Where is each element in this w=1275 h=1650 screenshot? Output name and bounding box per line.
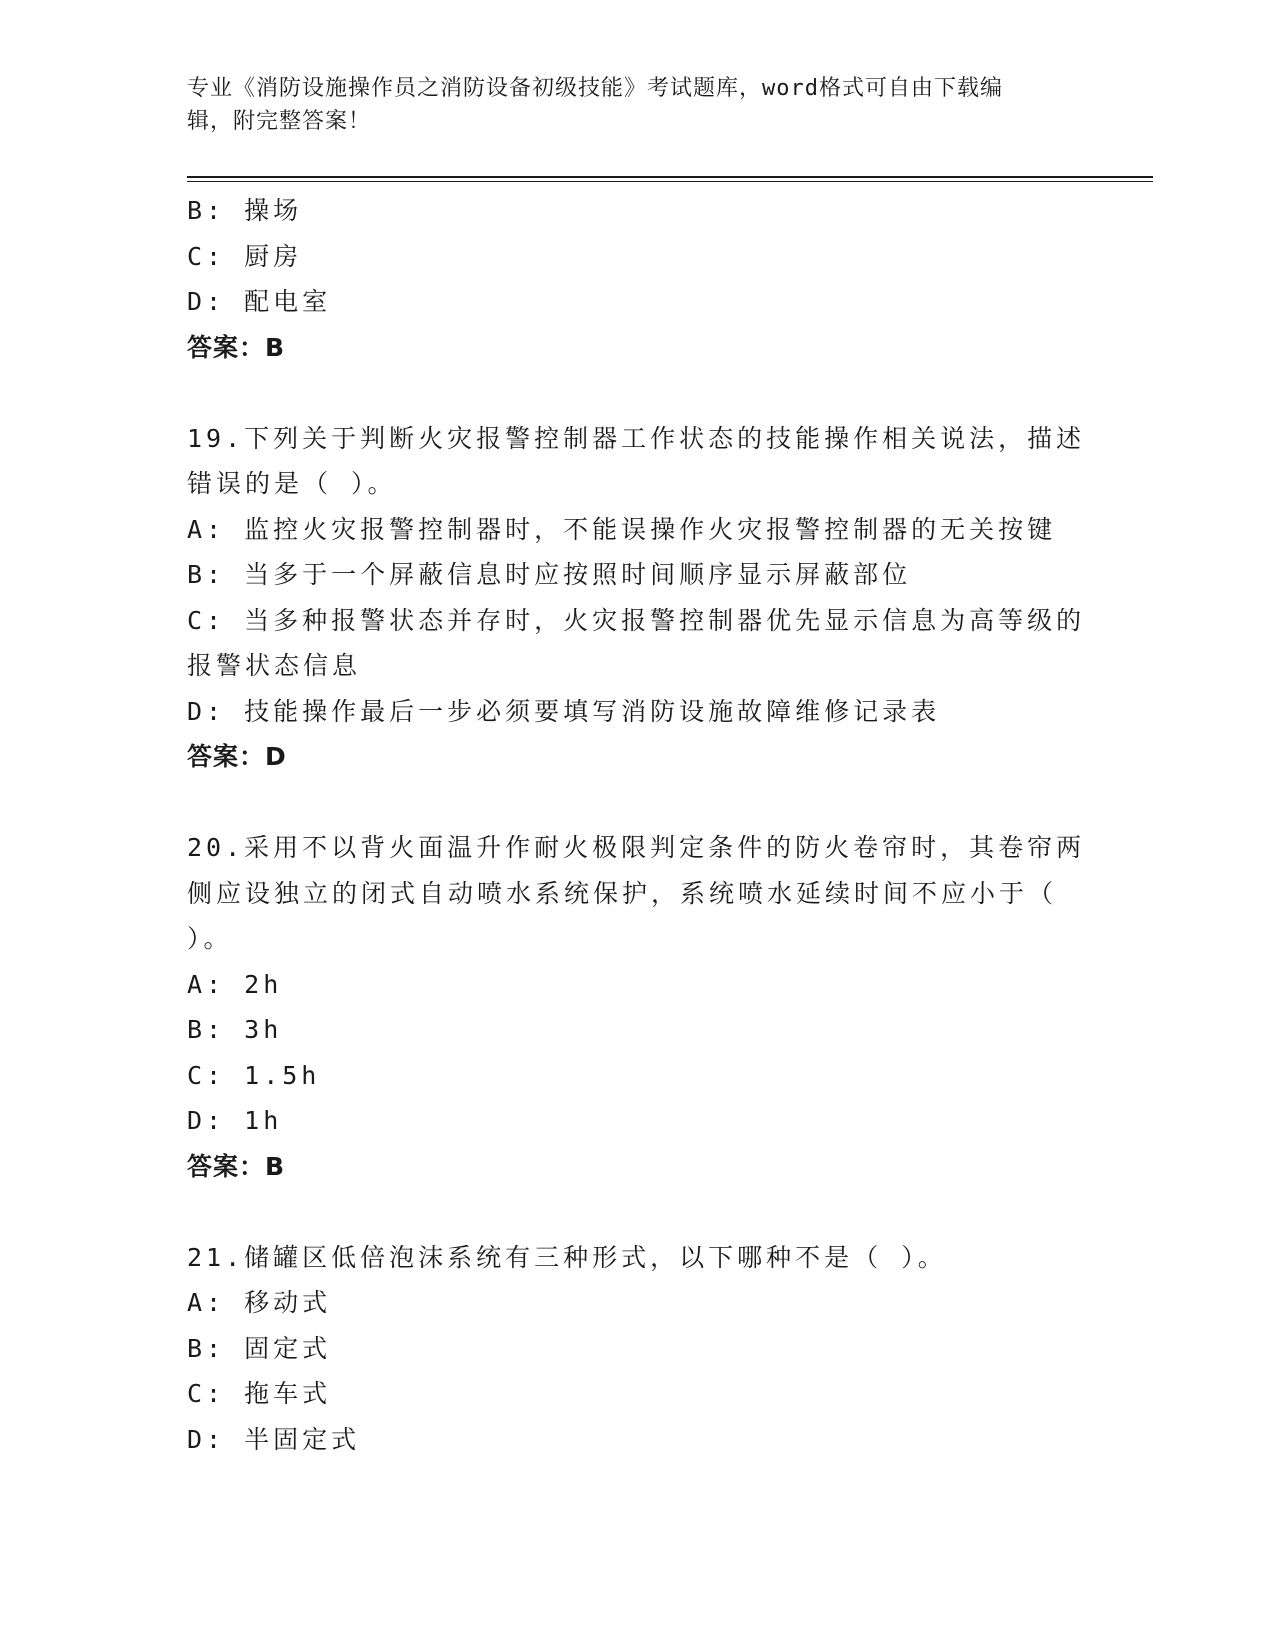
option-d: D: 半固定式 bbox=[187, 1424, 361, 1454]
question-19 bbox=[187, 416, 1087, 780]
option-d: D: 1h bbox=[187, 1106, 283, 1135]
option-d: D: 配电室 bbox=[187, 287, 332, 316]
option-a: A: 监控火灾报警控制器时，不能误操作火灾报警控制器的无关按键 bbox=[187, 514, 1057, 544]
question-stem-line: 20.采用不以背火面温升作耐火极限判定条件的防火卷帘时，其卷帘两 bbox=[187, 833, 1086, 862]
answer: 答案：B bbox=[187, 1151, 286, 1181]
header-divider-thick bbox=[187, 176, 1153, 178]
question-stem-line: ）。 bbox=[187, 924, 233, 953]
option-c: C: 当多种报警状态并存时，火灾报警控制器优先显示信息为高等级的 bbox=[187, 605, 1086, 635]
header-divider-thin bbox=[187, 181, 1153, 182]
spacer bbox=[187, 370, 1087, 416]
question-content bbox=[187, 188, 1087, 1462]
option-a: A: 移动式 bbox=[187, 1288, 332, 1317]
option-a: A: 2h bbox=[187, 969, 283, 999]
question-stem-line: 21.储罐区低倍泡沫系统有三种形式，以下哪种不是（ ）。 bbox=[187, 1242, 947, 1272]
question-21 bbox=[187, 1235, 1087, 1463]
option-c-continued: 报警状态信息 bbox=[187, 651, 362, 680]
option-b: B: 当多于一个屏蔽信息时应按照时间顺序显示屏蔽部位 bbox=[187, 560, 912, 589]
option-b: B: 3h bbox=[187, 1015, 283, 1044]
option-b: B: 固定式 bbox=[187, 1333, 332, 1363]
option-c: C: 厨房 bbox=[187, 241, 303, 271]
option-b: B: 操场 bbox=[187, 196, 303, 225]
question-stem-line: 19.下列关于判断火灾报警控制器工作状态的技能操作相关说法，描述 bbox=[187, 423, 1086, 453]
question-20 bbox=[187, 825, 1087, 1189]
option-c: C: 拖车式 bbox=[187, 1379, 332, 1408]
option-c: C: 1.5h bbox=[187, 1060, 321, 1090]
spacer bbox=[187, 780, 1087, 826]
question-stem-line: 侧应设独立的闭式自动喷水系统保护，系统喷水延续时间不应小于（ bbox=[187, 878, 1058, 908]
header-line-1: 专业《消防设施操作员之消防设备初级技能》考试题库，word格式可自由下载编 bbox=[187, 76, 1003, 101]
answer: 答案：B bbox=[187, 332, 286, 362]
option-d: D: 技能操作最后一步必须要填写消防设施故障维修记录表 bbox=[187, 696, 941, 726]
document-header bbox=[187, 72, 1067, 138]
question-stem-line: 错误的是（ ）。 bbox=[187, 469, 397, 498]
header-line-2: 辑，附完整答案！ bbox=[187, 109, 372, 134]
question-18-continued bbox=[187, 188, 1087, 370]
answer: 答案：D bbox=[187, 742, 287, 771]
spacer bbox=[187, 1189, 1087, 1235]
